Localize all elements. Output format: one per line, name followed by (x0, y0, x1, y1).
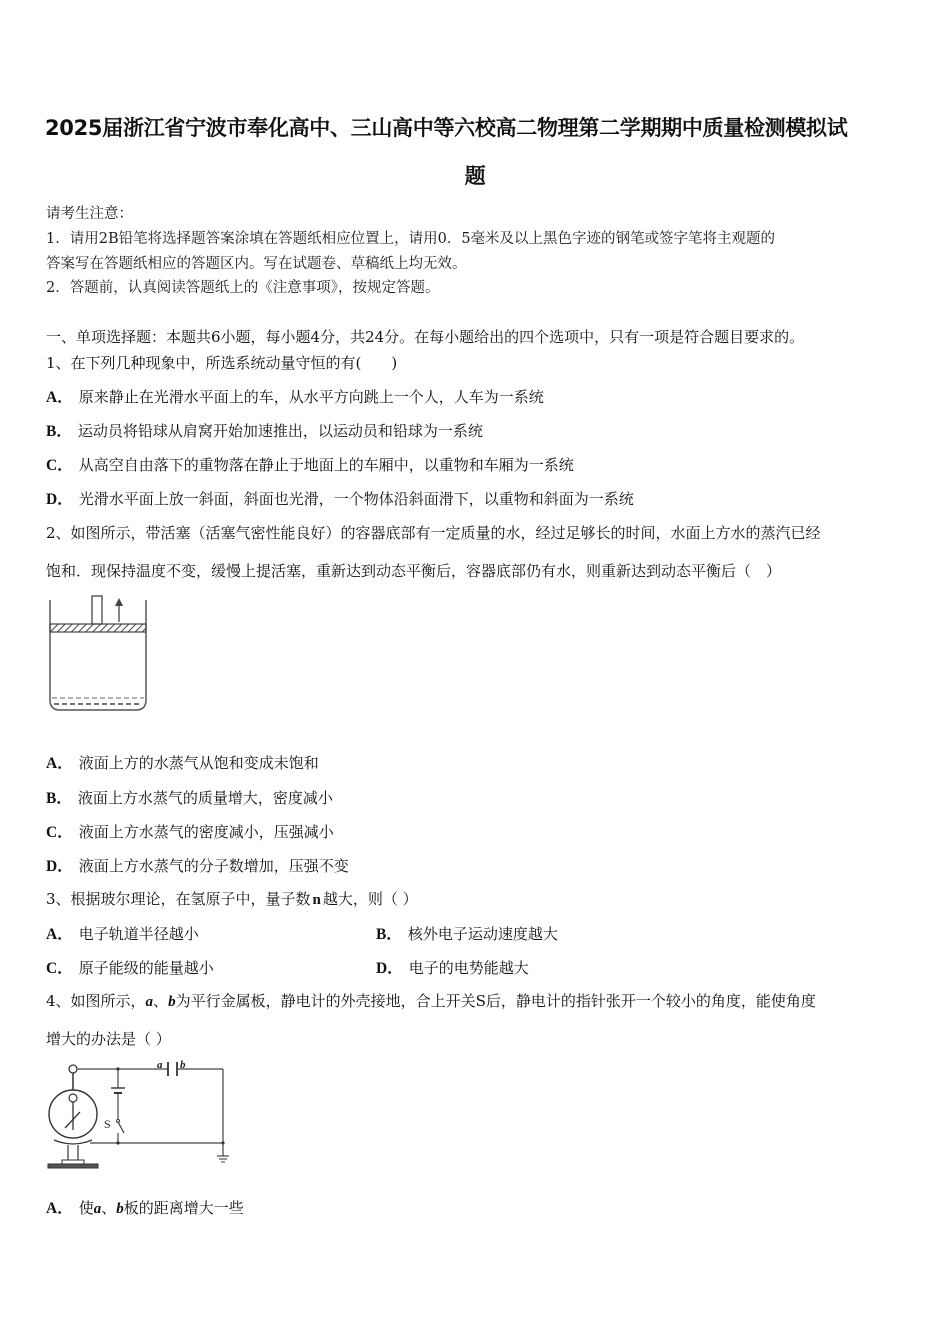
option-text: 液面上方水蒸气的密度减小，压强减小 (78, 823, 334, 841)
option-text-pre: 使 (78, 1199, 94, 1217)
option-text: 原子能级的能量越小 (78, 959, 214, 977)
electroscope-circuit-diagram (40, 1058, 235, 1178)
option-b (46, 419, 483, 441)
option-d (46, 487, 634, 509)
option-text-post: 板的距离增大一些 (123, 1199, 244, 1217)
option-label: C． (46, 457, 73, 474)
option-label: A． (46, 1200, 73, 1217)
option-label: B． (46, 423, 72, 440)
option-label: D． (376, 960, 403, 977)
option-text: 核外电子运动速度越大 (407, 925, 558, 943)
option-text: 电子轨道半径越小 (78, 925, 199, 943)
option-a (46, 751, 319, 773)
option-label: D． (46, 491, 73, 508)
stem-pre: 3、根据玻尔理论，在氢原子中，量子数 (46, 890, 311, 908)
stem-pre: 4、如图所示， (46, 992, 146, 1010)
question-stem (46, 888, 418, 909)
option-text: 液面上方水蒸气的分子数增加，压强不变 (78, 857, 349, 875)
option-d (376, 956, 529, 978)
separator: 、 (101, 1199, 117, 1217)
document-title-line1: 2025届浙江省宁波市奉化高中、三山高中等六校高二物理第二学期期中质量检测模拟试 (45, 116, 848, 140)
question-stem-line1 (46, 990, 816, 1011)
piston-container-diagram (40, 592, 160, 722)
option-b (46, 786, 333, 808)
option-c (46, 453, 574, 475)
notice-item-1-line1: 1．请用2B铅笔将选择题答案涂填在答题纸相应位置上，请用0．5毫米及以上黑色字迹的钢笔或签字笔将主观题的 (46, 231, 776, 247)
question-stem-line2: 增大的办法是（ ） (46, 1030, 171, 1048)
notice-item-1-line2: 答案写在答题纸相应的答题区内。写在试题卷、草稿纸上均无效。 (46, 256, 467, 272)
svg-text:b: b (180, 1059, 186, 1071)
plate-b-label: b (168, 994, 176, 1010)
option-label: B． (46, 790, 72, 807)
option-c (46, 820, 334, 842)
stem-post: 为平行金属板，静电计的外壳接地，合上开关S后，静电计的指针张开一个较小的角度，能使角度 (175, 992, 816, 1010)
plate-b-label: b (116, 1201, 124, 1217)
option-d (46, 854, 349, 876)
notice-heading: 请考生注意： (46, 206, 133, 222)
option-text: 运动员将铅球从肩窝开始加速推出，以运动员和铅球为一系统 (77, 422, 483, 440)
option-text: 电子的电势能越大 (408, 959, 529, 977)
quantum-number-variable: n (312, 892, 321, 908)
option-text: 原来静止在光滑水平面上的车，从水平方向跳上一个人，人车为一系统 (78, 388, 544, 406)
option-text: 液面上方的水蒸气从饱和变成未饱和 (78, 754, 319, 772)
option-label: B． (376, 926, 402, 943)
section-heading: 一、单项选择题：本题共6小题，每小题4分，共24分。在每小题给出的四个选项中，只有一项是符合题目要求的。 (46, 328, 805, 346)
option-c (46, 956, 214, 978)
plate-a-label: a (145, 994, 154, 1010)
stem-post: 越大，则（ ） (322, 890, 418, 908)
option-label: D． (46, 858, 73, 875)
separator: 、 (153, 992, 169, 1010)
svg-text:a: a (157, 1059, 163, 1071)
svg-text:S: S (104, 1117, 111, 1131)
question-stem-line2: 饱和．现保持温度不变，缓慢上提活塞，重新达到动态平衡后，容器底部仍有水，则重新达到动态平衡后（ ） (46, 562, 782, 580)
option-label: A． (46, 389, 73, 406)
option-label: C． (46, 960, 73, 977)
question-stem: 1、在下列几种现象中，所选系统动量守恒的有( ) (46, 354, 398, 372)
option-a (46, 385, 544, 407)
option-a (46, 922, 199, 944)
option-text: 液面上方水蒸气的质量增大，密度减小 (77, 789, 333, 807)
notice-item-2: 2．答题前，认真阅读答题纸上的《注意事项》，按规定答题。 (46, 280, 440, 296)
option-label: A． (46, 926, 73, 943)
document-title-line2: 题 (464, 164, 486, 188)
question-stem-line1: 2、如图所示，带活塞（活塞气密性能良好）的容器底部有一定质量的水，经过足够长的时间，水面上方水的蒸汽已经 (46, 524, 821, 542)
option-b (376, 922, 558, 944)
option-text: 从高空自由落下的重物落在静止于地面上的车厢中，以重物和车厢为一系统 (78, 456, 574, 474)
option-label: A． (46, 755, 73, 772)
option-a (46, 1196, 244, 1218)
option-label: C． (46, 824, 73, 841)
plate-a-label: a (93, 1201, 102, 1217)
option-text: 光滑水平面上放一斜面，斜面也光滑，一个物体沿斜面滑下，以重物和斜面为一系统 (78, 490, 634, 508)
